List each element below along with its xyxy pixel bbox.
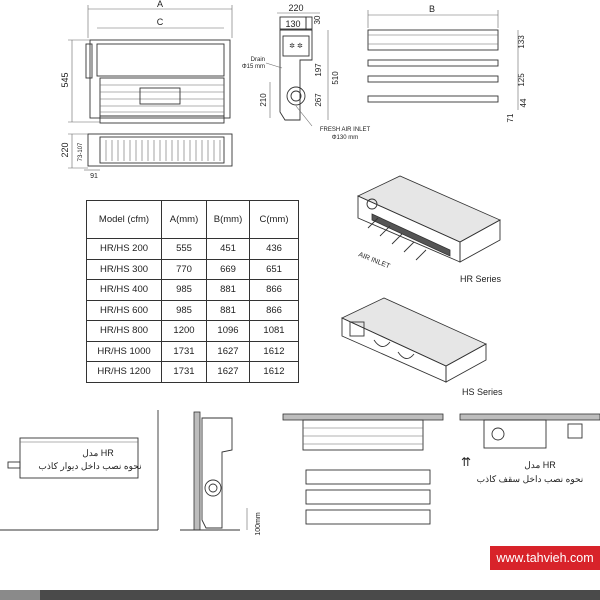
hs-series-label: HS Series <box>462 387 503 397</box>
dim-267-label: 267 <box>314 93 323 107</box>
table-cell: 1627 <box>207 362 250 383</box>
model-dimension-table <box>86 200 299 383</box>
table-cell: 866 <box>250 300 299 321</box>
table-row <box>87 341 299 362</box>
table-cell: 881 <box>207 280 250 301</box>
dim-210-label: 210 <box>259 93 268 107</box>
dim-c-label: C <box>156 17 164 27</box>
bottom-bar <box>0 590 600 600</box>
table-cell: 1200 <box>162 321 207 342</box>
dim-100mm-label: 100mm <box>255 512 262 536</box>
table-row <box>87 259 299 280</box>
dim-a-label: A <box>156 0 164 9</box>
dim-133-label: 133 <box>517 35 526 49</box>
ceiling-install-drawing <box>283 414 600 524</box>
hr-series-illustration <box>357 176 501 284</box>
wall-install-side-drawing <box>180 412 262 536</box>
table-cell: 451 <box>207 239 250 260</box>
wall-install-label: نحوه نصب داخل دیوار کاذب <box>38 461 142 471</box>
table-header-row <box>87 201 299 239</box>
table-cell: HR/HS 800 <box>87 321 162 342</box>
bottom-view <box>60 134 232 180</box>
drain-size-label: Φ15 mm <box>241 64 265 70</box>
table-header-c: C(mm) <box>250 201 299 239</box>
dim-44-label: 44 <box>519 98 528 108</box>
bottom-grille <box>106 140 220 161</box>
dim-91-label: 91 <box>90 173 98 180</box>
bottom-bar-accent <box>0 590 40 600</box>
dim-b-label: B <box>428 4 436 14</box>
fresh-air-inlet-label: FRESH AIR INLET <box>319 127 371 133</box>
install-arrows: ⇈ <box>460 455 472 469</box>
table-cell: HR/HS 1000 <box>87 341 162 362</box>
table-row <box>87 239 299 260</box>
dim-30-label: 30 <box>313 15 322 25</box>
dim-220-side-label: 220 <box>60 142 70 158</box>
dim-545-label: 545 <box>60 72 70 88</box>
dim-197-label: 197 <box>314 63 323 77</box>
top-view <box>368 4 528 122</box>
table-cell: 651 <box>250 259 299 280</box>
fresh-air-size-label: Φ130 mm <box>331 135 359 141</box>
table-row <box>87 280 299 301</box>
table-cell: 1731 <box>162 341 207 362</box>
front-grille <box>100 85 224 112</box>
table-cell: 881 <box>207 300 250 321</box>
table-cell: HR/HS 600 <box>87 300 162 321</box>
table-cell: 1627 <box>207 341 250 362</box>
table-header-b: B(mm) <box>207 201 250 239</box>
table-header-a: A(mm) <box>162 201 207 239</box>
side-view-sketch-marks: ✲ ✲ <box>289 43 303 50</box>
dim-125-label: 125 <box>517 73 526 87</box>
table-cell: 1081 <box>250 321 299 342</box>
dim-73-107-label: 73-107 <box>78 142 84 162</box>
ceiling-install-label: نحوه نصب داخل سقف کاذب <box>476 474 584 484</box>
table-cell: 1731 <box>162 362 207 383</box>
hr-series-label: HR Series <box>460 274 502 284</box>
table-cell: 770 <box>162 259 207 280</box>
brand-url-link[interactable]: www.tahvieh.com <box>490 546 600 570</box>
table-cell: HR/HS 200 <box>87 239 162 260</box>
table-row <box>87 362 299 383</box>
table-cell: HR/HS 400 <box>87 280 162 301</box>
dim-130-label: 130 <box>285 19 301 29</box>
table-header-model: Model (cfm) <box>87 201 162 239</box>
ceiling-model-label: مدل HR <box>524 460 556 470</box>
front-view <box>60 0 232 123</box>
table-cell: 1096 <box>207 321 250 342</box>
side-view <box>242 3 371 141</box>
wall-install-drawing <box>0 410 158 530</box>
table-cell: HR/HS 300 <box>87 259 162 280</box>
table-cell: 985 <box>162 300 207 321</box>
air-inlet-label: AIR INLET <box>357 251 391 271</box>
wall-model-label: مدل HR <box>82 448 114 458</box>
table-cell: 1612 <box>250 362 299 383</box>
table-cell: HR/HS 1200 <box>87 362 162 383</box>
dim-71-label: 71 <box>506 113 515 123</box>
table-cell: 669 <box>207 259 250 280</box>
table-row <box>87 300 299 321</box>
table-cell: 555 <box>162 239 207 260</box>
hs-series-illustration <box>342 298 503 397</box>
dim-220-top-label: 220 <box>288 3 304 13</box>
table-row <box>87 321 299 342</box>
dim-510-label: 510 <box>331 71 340 85</box>
table-cell: 985 <box>162 280 207 301</box>
table-cell: 866 <box>250 280 299 301</box>
table-cell: 436 <box>250 239 299 260</box>
drain-label: Drain <box>250 57 265 63</box>
table-cell: 1612 <box>250 341 299 362</box>
